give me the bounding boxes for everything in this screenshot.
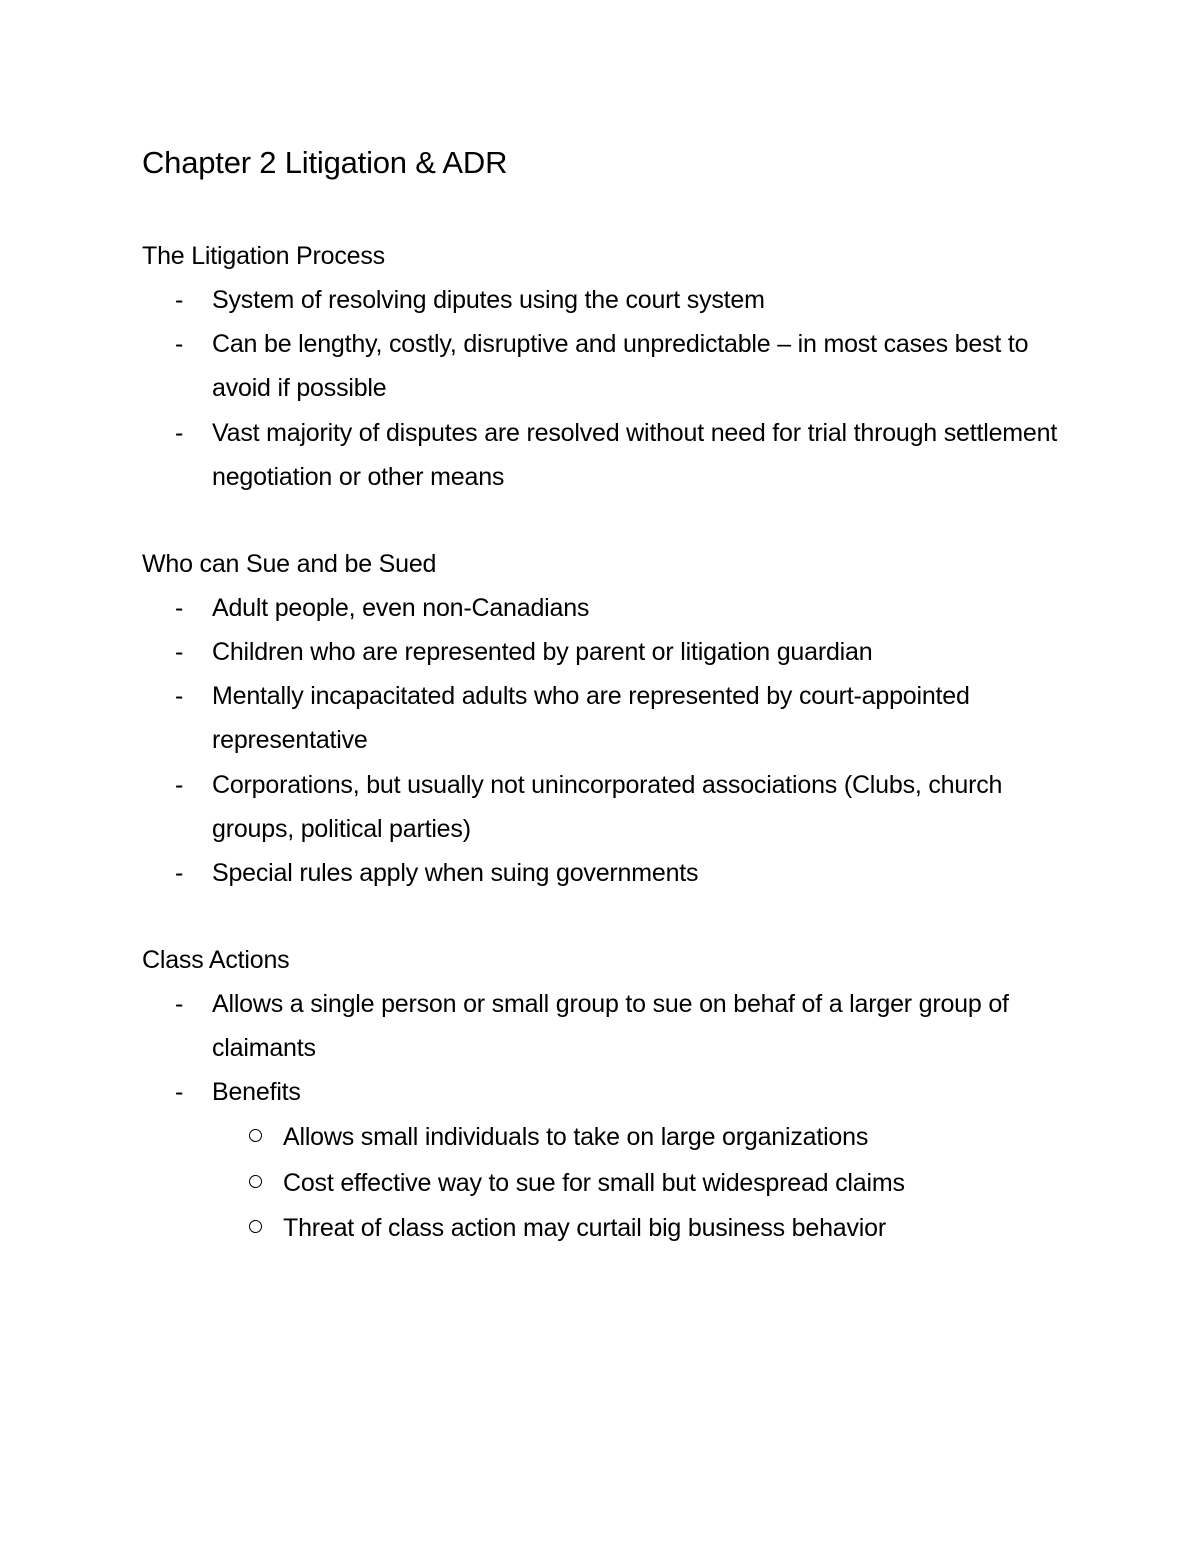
list-item-text: Corporations, but usually not unincorporated associations (Clubs, church groups, political parties)	[212, 771, 1003, 843]
list-item	[142, 278, 1062, 322]
section-heading-class-actions: Class Actions	[142, 946, 290, 974]
sub-list-item-text: Allows small individuals to take on large organizations	[283, 1123, 869, 1151]
bullet-dash: -	[175, 990, 184, 1018]
circle-bullet-icon	[249, 1175, 262, 1188]
list-item	[142, 630, 1062, 674]
bullet-dash: -	[175, 594, 184, 622]
list-item-text: System of resolving diputes using the court system	[212, 286, 765, 314]
list-item-text: Mentally incapacitated adults who are represented by court-appointed representative	[212, 682, 970, 754]
bullet-dash: -	[175, 682, 184, 710]
list-item	[142, 322, 1062, 410]
bullet-dash: -	[175, 286, 184, 314]
list-item	[142, 763, 1062, 851]
list-item-text: Vast majority of disputes are resolved without need for trial through settlement negotiation or other means	[212, 419, 1058, 491]
circle-bullet-icon	[249, 1129, 262, 1142]
section-heading-litigation-process: The Litigation Process	[142, 242, 385, 270]
bullet-dash: -	[175, 859, 184, 887]
list-item-text: Benefits	[212, 1078, 301, 1106]
list-item-text: Adult people, even non-Canadians	[212, 594, 590, 622]
sub-list-item-text: Threat of class action may curtail big business behavior	[283, 1214, 886, 1242]
sub-list-item-text: Cost effective way to sue for small but widespread claims	[283, 1169, 905, 1197]
list-item	[142, 674, 1062, 762]
circle-bullet-icon	[249, 1220, 262, 1233]
list-item	[142, 1070, 1062, 1114]
list-item-text: Special rules apply when suing governments	[212, 859, 699, 887]
bullet-dash: -	[175, 330, 184, 358]
bullet-dash: -	[175, 1078, 184, 1106]
list-item	[142, 982, 1062, 1070]
sub-list-item	[142, 1115, 1062, 1159]
list-item-text: Can be lengthy, costly, disruptive and unpredictable – in most cases best to avoid if possible	[212, 330, 1029, 402]
bullet-dash: -	[175, 771, 184, 799]
list-item	[142, 411, 1062, 499]
page-title: Chapter 2 Litigation & ADR	[142, 145, 508, 180]
list-item	[142, 851, 1062, 895]
section-heading-who-can-sue: Who can Sue and be Sued	[142, 550, 437, 578]
sub-list-item	[142, 1206, 1062, 1250]
bullet-dash: -	[175, 638, 184, 666]
sub-list-item	[142, 1161, 1062, 1205]
list-item	[142, 586, 1062, 630]
list-item-text: Allows a single person or small group to sue on behaf of a larger group of claimants	[212, 990, 1009, 1062]
bullet-dash: -	[175, 419, 184, 447]
list-item-text: Children who are represented by parent or litigation guardian	[212, 638, 873, 666]
